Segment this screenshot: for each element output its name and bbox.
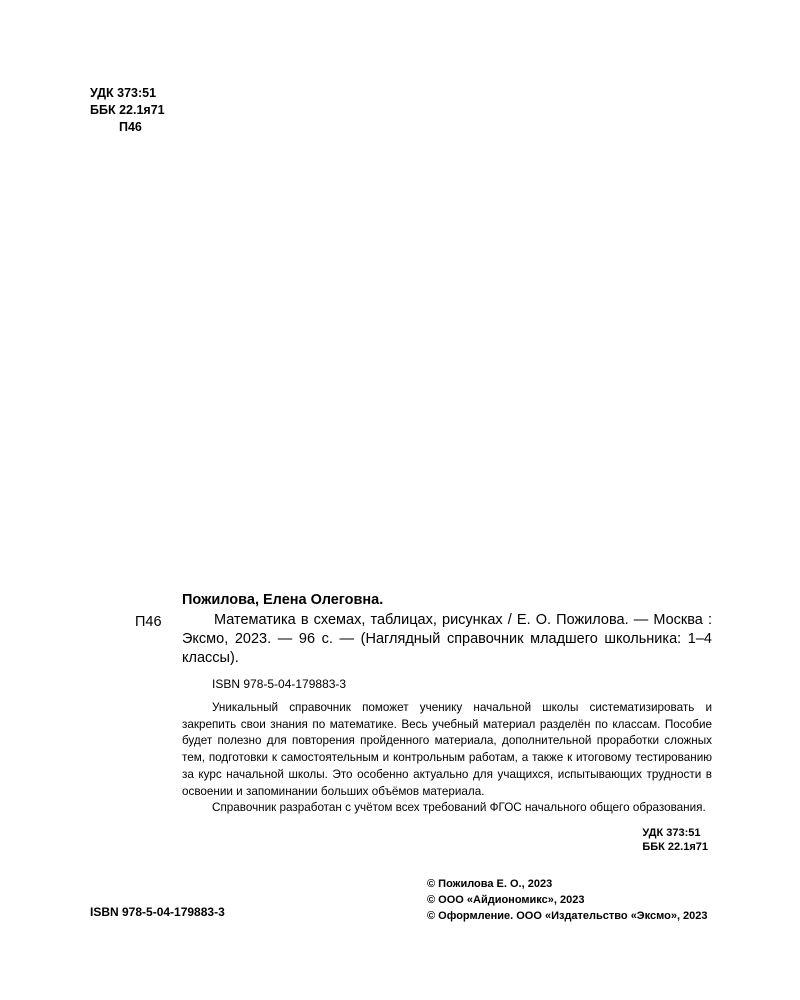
copyright-author: © Пожилова Е. О., 2023 [427,878,553,890]
copyright-block [427,876,708,924]
udk-code-bottom: УДК 373:51 [642,827,701,839]
bottom-classification-codes [642,826,708,854]
copyright-company: © ООО «Айдиономикс», 2023 [427,894,585,906]
annotation-paragraph-1: Уникальный справочник поможет ученику начальной школы систематизировать и закрепить свои знания по математике. Весь учебный материал разделён по классам. Пособие будет полезно для повторения пройденного материала, дополнительной проработки сложных тем, подготовки к самостоятельным и контрольным работам, а также к итоговому тестированию за курс начальной школы. Это особенно актуально для учащихся, испытывающих трудности в освоении и запоминании больших объёмов материала. [182,701,712,798]
bbk-code-bottom: ББК 22.1я71 [642,841,708,853]
bibliographic-description [182,611,712,668]
annotation [182,700,712,817]
cutter-code: П46 [119,120,142,134]
author-heading: Пожилова, Елена Олеговна. [182,592,384,608]
copyright-design: © Оформление. ООО «Издательство «Эксмо», 2023 [427,910,708,922]
cutter-mark: П46 [135,614,162,630]
isbn-bottom: ISBN 978-5-04-179883-3 [90,905,225,919]
udk-code: УДК 373:51 [90,86,157,100]
top-classification-codes [90,85,165,136]
isbn-record: ISBN 978-5-04-179883-3 [212,677,347,691]
bbk-code: ББК 22.1я71 [90,103,165,117]
annotation-paragraph-2: Справочник разработан с учётом всех требований ФГОС начального общего образования. [212,801,706,815]
bibliographic-text: Математика в схемах, таблицах, рисунках / Е. О. Пожилова. — Москва : Эксмо, 2023. — 96 с. — (Наглядный справочник младшего школьника: 1–4 классы). [182,612,712,666]
